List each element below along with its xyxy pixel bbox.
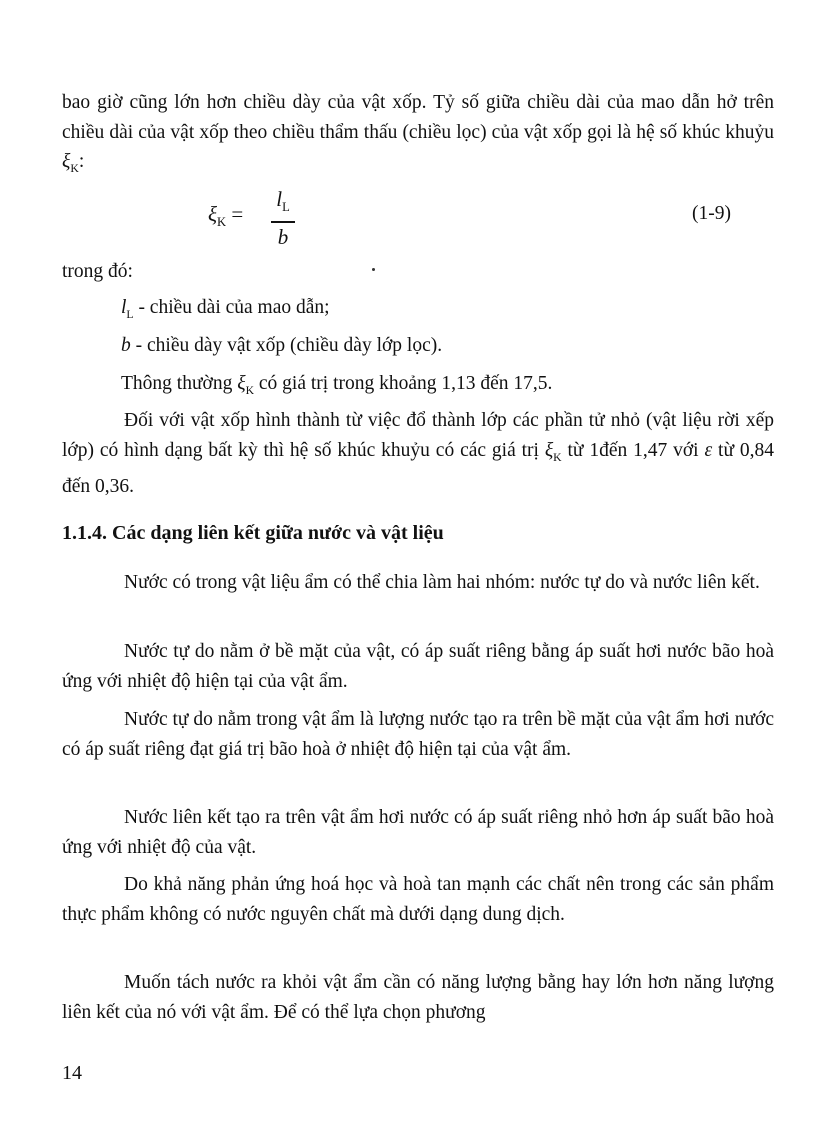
stray-mark — [372, 268, 375, 271]
definition-b: b - chiều dày vật xốp (chiều dày lớp lọc). — [121, 335, 443, 356]
paragraph-water-groups: Nước có trong vật liệu ẩm có thể chia làm hai nhóm: nước tự do và nước liên kết. — [124, 572, 760, 593]
fraction-bar — [271, 221, 295, 223]
definition-l: $l_L$ - chiều dài của mao dẫn; — [121, 297, 330, 321]
formula-denominator: b — [277, 224, 289, 249]
paragraph-bound-water: Nước liên kết tạo ra trên vật ẩm hơi nước có áp suất riêng nhỏ hơn áp suất bão hoà ứng với nhiệt độ của vật. — [62, 807, 774, 858]
equation-number: (1-9) — [692, 203, 731, 224]
trong-do-label: trong đó: — [62, 261, 133, 282]
formula-fraction — [271, 188, 295, 248]
paragraph-energy: Muốn tách nước ra khỏi vật ẩm cần có năng lượng bằng hay lớn hơn năng lượng liên kết của nó với vật ẩm. Để có thể lựa chọn phương — [62, 972, 774, 1023]
typical-range: Thông thường $\xi_K$ có giá trị trong khoảng 1,13 đến 17,5. — [121, 373, 553, 397]
paragraph-free-water-inside: Nước tự do nằm trong vật ẩm là lượng nước tạo ra trên bề mặt của vật ẩm hơi nước có áp suất riêng đạt giá trị bão hoà ở nhiệt độ hiện tại của vật ẩm. — [62, 709, 774, 760]
paragraph-loose-material: Đối với vật xốp hình thành từ việc đổ thành lớp các phần tử nhỏ (vật liệu rời xếp lớp) có hình dạng bất kỳ thì hệ số khúc khuỷu có các giá trị $\xi_K$ từ 1đến 1,47 với ε từ 0,84 đến 0,36. — [62, 410, 775, 497]
paragraph-solution: Do khả năng phản ứng hoá học và hoà tan mạnh các chất nên trong các sản phẩm thực phẩm không có nước nguyên chất mà dưới dạng dung dịch. — [62, 874, 774, 925]
paragraph-intro: bao giờ cũng lớn hơn chiều dày của vật xốp. Tỷ số giữa chiều dài của mao dẫn hở trên chiều dài của vật xốp theo chiều thẩm thấu (chiều lọc) của vật xốp gọi là hệ số khúc khuỷu $\xi_K$: — [62, 92, 774, 175]
paragraph-free-water-surface: Nước tự do nằm ở bề mặt của vật, có áp suất riêng bằng áp suất hơi nước bão hoà ứng với nhiệt độ hiện tại của vật ẩm. — [62, 641, 774, 692]
formula-lhs: $\xi_K$ = — [208, 202, 244, 230]
xi-symbol: ξ — [62, 151, 71, 172]
page-number: 14 — [62, 1062, 82, 1084]
section-heading: 1.1.4. Các dạng liên kết giữa nước và vật liệu — [62, 522, 444, 544]
formula-numerator: $l_L$ — [276, 187, 290, 215]
